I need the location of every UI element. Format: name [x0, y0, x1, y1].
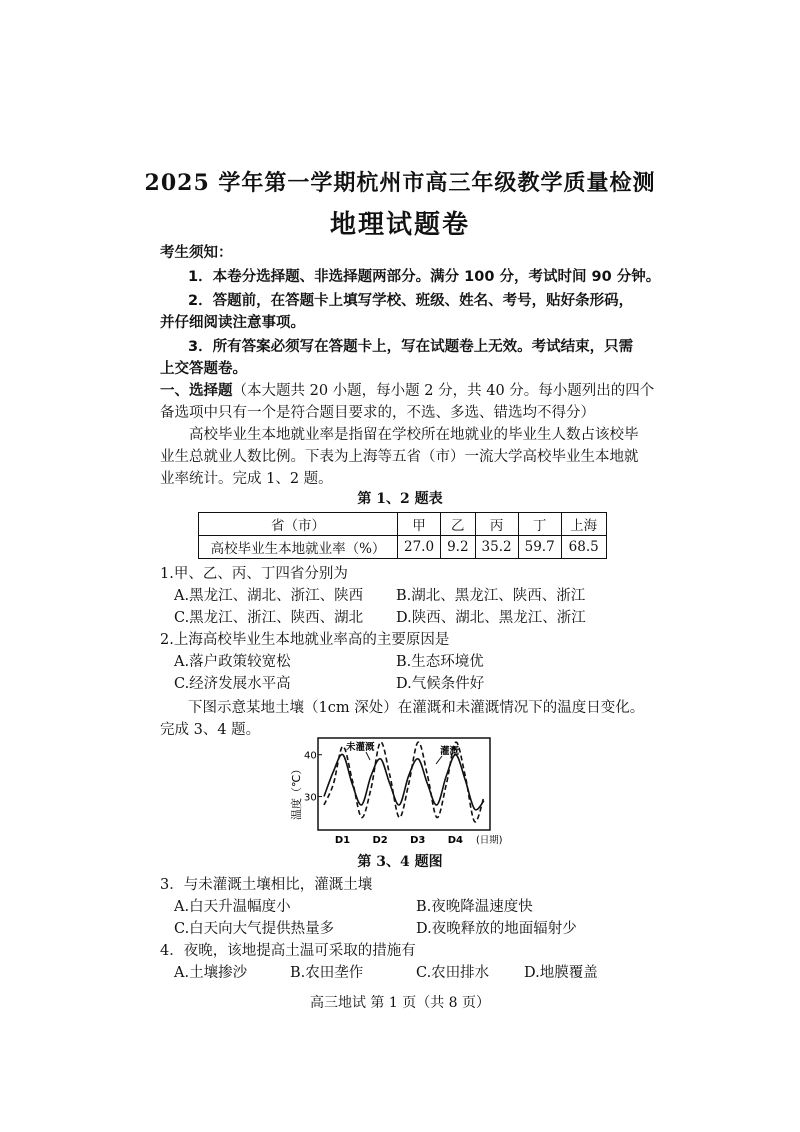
q1-option-b: B.湖北、黑龙江、陕西、浙江: [396, 588, 586, 604]
q1-stem: 1.甲、乙、丙、丁四省分别为: [160, 566, 348, 582]
table-header-cell: 丁: [518, 513, 561, 536]
q4-option-c: C.农田排水: [416, 965, 490, 981]
table-cell: 68.5: [561, 536, 606, 559]
exam-subject-title: 地理试题卷: [329, 210, 470, 240]
q1-option-c: C.黑龙江、浙江、陕西、湖北: [174, 610, 364, 626]
notice-item-3: 3．所有答案必须写在答题卡上，写在试题卷上无效。考试结束，只需: [188, 339, 634, 355]
table-cell: 27.0: [398, 536, 441, 559]
table-caption: 第 1、2 题表: [357, 491, 443, 507]
y-tick-label: 40: [304, 750, 317, 762]
passage-1: 高校毕业生本地就业率是指留在学校所在地就业的毕业生人数占该校毕业生总就业人数比例。下表为上海等五省（市）一流大学高校毕业生本地就业率统计。完成 1、2 题。: [160, 427, 639, 487]
q2-option-c: C.经济发展水平高: [174, 676, 291, 692]
q3-option-a: A.白天升温幅度小: [174, 899, 291, 915]
q4-option-d: D.地膜覆盖: [524, 965, 598, 981]
q2-option-d: D.气候条件好: [396, 676, 485, 692]
exam-title: 2025 学年第一学期杭州市高三年级教学质量检测: [144, 170, 656, 196]
q2-stem: 2.上海高校毕业生本地就业率高的主要原因是: [160, 632, 450, 648]
series-line-unirrigated: [324, 742, 484, 822]
x-axis-label: (日期): [476, 835, 503, 846]
q1-option-d: D.陕西、湖北、黑龙江、浙江: [396, 610, 586, 626]
soil-temperature-chart: [290, 734, 510, 848]
notice-item-2-cont: 并仔细阅读注意事项。: [160, 315, 305, 331]
legend-label-irrigated: 灌溉: [440, 746, 460, 757]
q2-option-b: B.生态环境优: [396, 654, 484, 670]
x-tick-label: D2: [372, 835, 388, 846]
notice-item-3-cont: 上交答题卷。: [160, 361, 247, 377]
table-row-label: 高校毕业生本地就业率（%）: [199, 536, 398, 559]
q3-option-b: B.夜晚降温速度快: [416, 899, 533, 915]
table-header-cell: 省（市）: [199, 513, 398, 536]
y-tick-label: 30: [304, 792, 317, 804]
table-cell: 59.7: [518, 536, 561, 559]
legend-pointer-unirrigated: [366, 752, 370, 760]
table-header-cell: 上海: [561, 513, 606, 536]
y-axis-label: 温度（℃）: [290, 763, 303, 820]
passage-2-line-1: 下图示意某地土壤（1cm 深处）在灌溉和未灌溉情况下的温度日变化。: [188, 700, 645, 716]
section-1-heading: 一、选择题: [160, 383, 233, 399]
q3-option-c: C.白天向大气提供热量多: [174, 921, 335, 937]
chart-caption: 第 3、4 题图: [357, 854, 443, 870]
series-line-irrigated: [324, 754, 484, 809]
employment-rate-table: [198, 512, 607, 559]
notice-item-1: 1．本卷分选择题、非选择题两部分。满分 100 分，考试时间 90 分钟。: [188, 269, 661, 285]
table-cell: 9.2: [441, 536, 475, 559]
table-header-cell: 乙: [441, 513, 475, 536]
q2-option-a: A.落户政策较宽松: [174, 654, 291, 670]
legend-pointer-irrigated: [436, 756, 442, 764]
q4-option-b: B.农田垄作: [290, 965, 364, 981]
table-header-row: [199, 513, 607, 536]
table-cell: 35.2: [475, 536, 518, 559]
q1-option-a: A.黑龙江、湖北、浙江、陕西: [174, 588, 364, 604]
section-1-intro: [160, 380, 654, 402]
table-header-cell: 甲: [398, 513, 441, 536]
notice-item-2: 2．答题前，在答题卡上填写学校、班级、姓名、考号，贴好条形码，: [188, 293, 634, 309]
x-tick-label: D3: [410, 835, 426, 846]
passage-2-line-2: 完成 3、4 题。: [160, 722, 261, 738]
q4-stem: 4．夜晚，该地提高土温可采取的措施有: [160, 943, 416, 959]
x-tick-label: D4: [447, 835, 464, 846]
x-tick-label: D1: [334, 835, 351, 846]
legend-label-unirrigated: 未灌溉: [346, 742, 375, 753]
table-header-cell: 丙: [475, 513, 518, 536]
q4-option-a: A.土壤掺沙: [174, 965, 248, 981]
page-footer: 高三地试 第 1 页（共 8 页）: [309, 995, 491, 1011]
section-1-desc-1: （本大题共 20 小题，每小题 2 分，共 40 分。每小题列出的四个: [232, 383, 655, 399]
q3-option-d: D.夜晚释放的地面辐射少: [416, 921, 577, 937]
section-1-desc-2: 备选项中只有一个是符合题目要求的，不选、多选、错选均不得分）: [160, 405, 595, 421]
q3-stem: 3．与未灌溉土壤相比，灌溉土壤: [160, 877, 373, 893]
chart-frame: [318, 738, 490, 830]
table-row: [199, 536, 607, 559]
notice-heading: 考生须知：: [160, 245, 233, 261]
